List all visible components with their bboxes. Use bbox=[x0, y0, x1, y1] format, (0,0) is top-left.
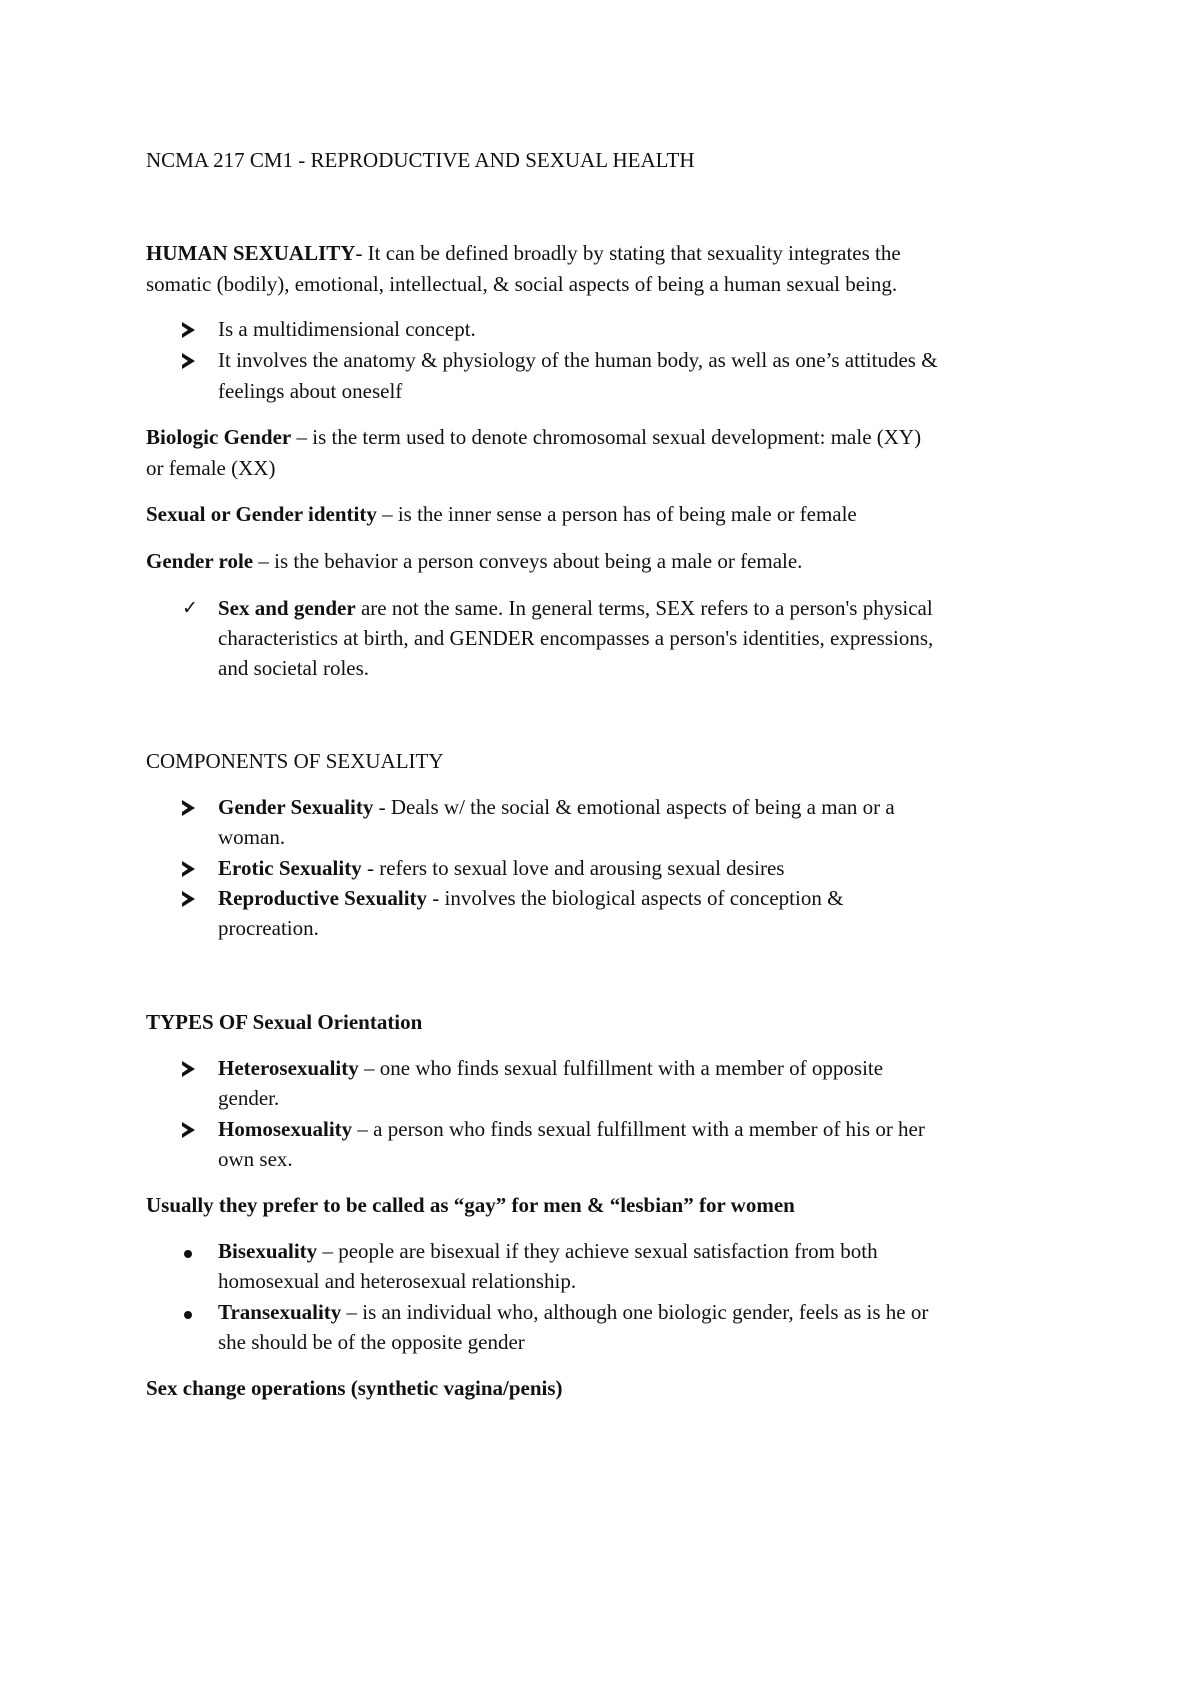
bullet-dot-icon bbox=[182, 1236, 210, 1267]
gender-role-definition bbox=[146, 546, 1066, 577]
term: Heterosexuality bbox=[218, 1056, 359, 1080]
section-heading-components: COMPONENTS OF SEXUALITY bbox=[146, 749, 444, 773]
list-item-text: woman. bbox=[218, 825, 286, 849]
list-item-text bbox=[218, 883, 1058, 914]
list-item-text: own sex. bbox=[218, 1147, 293, 1171]
list-item-text bbox=[218, 792, 1058, 823]
biologic-gender-line2: or female (XX) bbox=[146, 456, 276, 480]
list-item-text bbox=[218, 593, 1058, 624]
closing-line: Sex change operations (synthetic vagina/penis) bbox=[146, 1376, 563, 1400]
list-item-text: It involves the anatomy & physiology of the human body, as well as one’s attitudes & bbox=[218, 348, 938, 372]
human-sexuality-definition bbox=[146, 238, 1066, 269]
arrow-bullet-icon bbox=[182, 883, 210, 916]
list-item-text bbox=[218, 853, 1058, 884]
human-sexuality-definition-cont: somatic (bodily), emotional, intellectual, & social aspects of being a human sexual being. bbox=[146, 272, 898, 296]
list-item-text bbox=[218, 1236, 1058, 1267]
arrow-bullet-icon bbox=[182, 853, 210, 886]
term: Transexuality bbox=[218, 1300, 342, 1324]
human-sexuality-definition-line1: - It can be defined broadly by stating that sexuality integrates the bbox=[355, 241, 901, 265]
human-sexuality-term: HUMAN SEXUALITY bbox=[146, 241, 356, 265]
biologic-gender-term: Biologic Gender bbox=[146, 425, 292, 449]
definition: – a person who finds sexual fulfillment with a member of his or her bbox=[352, 1117, 925, 1141]
definition: - involves the biological aspects of conception & bbox=[427, 886, 844, 910]
arrow-bullet-icon bbox=[182, 314, 210, 347]
list-item-text: homosexual and heterosexual relationship. bbox=[218, 1269, 577, 1293]
list-item-text bbox=[218, 1297, 1058, 1328]
arrow-bullet-icon bbox=[182, 345, 210, 378]
term: Homosexuality bbox=[218, 1117, 353, 1141]
arrow-bullet-icon bbox=[182, 1114, 210, 1147]
document-title: NCMA 217 CM1 - REPRODUCTIVE AND SEXUAL HEALTH bbox=[146, 148, 695, 172]
definition: - refers to sexual love and arousing sexual desires bbox=[361, 856, 785, 880]
list-item-text: she should be of the opposite gender bbox=[218, 1330, 525, 1354]
orientation-note: Usually they prefer to be called as “gay” for men & “lesbian” for women bbox=[146, 1193, 795, 1217]
definition: – one who finds sexual fulfillment with a member of opposite bbox=[358, 1056, 884, 1080]
gender-role-text: – is the behavior a person conveys about being a male or female. bbox=[253, 549, 803, 573]
gender-role-term: Gender role bbox=[146, 549, 254, 573]
term: Erotic Sexuality bbox=[218, 856, 362, 880]
definition: - Deals w/ the social & emotional aspects of being a man or a bbox=[373, 795, 895, 819]
definition: – is an individual who, although one biologic gender, feels as is he or bbox=[341, 1300, 929, 1324]
term: Bisexuality bbox=[218, 1239, 318, 1263]
biologic-gender-line1: – is the term used to denote chromosomal sexual development: male (XY) bbox=[291, 425, 922, 449]
list-item-text: feelings about oneself bbox=[218, 379, 403, 403]
bullet-dot-icon bbox=[182, 1297, 210, 1328]
list-item-text bbox=[218, 1053, 1058, 1084]
sex-gender-term: Sex and gender bbox=[218, 596, 356, 620]
biologic-gender-definition bbox=[146, 422, 1066, 453]
sexual-identity-term: Sexual or Gender identity bbox=[146, 502, 377, 526]
term: Reproductive Sexuality bbox=[218, 886, 428, 910]
arrow-bullet-icon bbox=[182, 792, 210, 825]
sex-gender-line2: characteristics at birth, and GENDER encompasses a person's identities, expressions, bbox=[218, 626, 934, 650]
list-item-text: Is a multidimensional concept. bbox=[218, 317, 476, 341]
list-item-text: gender. bbox=[218, 1086, 280, 1110]
sex-gender-line1: are not the same. In general terms, SEX refers to a person's physical bbox=[355, 596, 933, 620]
definition: – people are bisexual if they achieve sexual satisfaction from both bbox=[317, 1239, 878, 1263]
term: Gender Sexuality bbox=[218, 795, 374, 819]
list-item-text: procreation. bbox=[218, 916, 319, 940]
sexual-identity-text: – is the inner sense a person has of being male or female bbox=[376, 502, 857, 526]
sexual-identity-definition bbox=[146, 499, 1066, 530]
list-item-text bbox=[218, 1114, 1058, 1145]
arrow-bullet-icon bbox=[182, 1053, 210, 1086]
sex-gender-line3: and societal roles. bbox=[218, 656, 370, 680]
checkmark-icon: ✓ bbox=[182, 597, 198, 619]
section-heading-orientation: TYPES OF Sexual Orientation bbox=[146, 1010, 423, 1034]
